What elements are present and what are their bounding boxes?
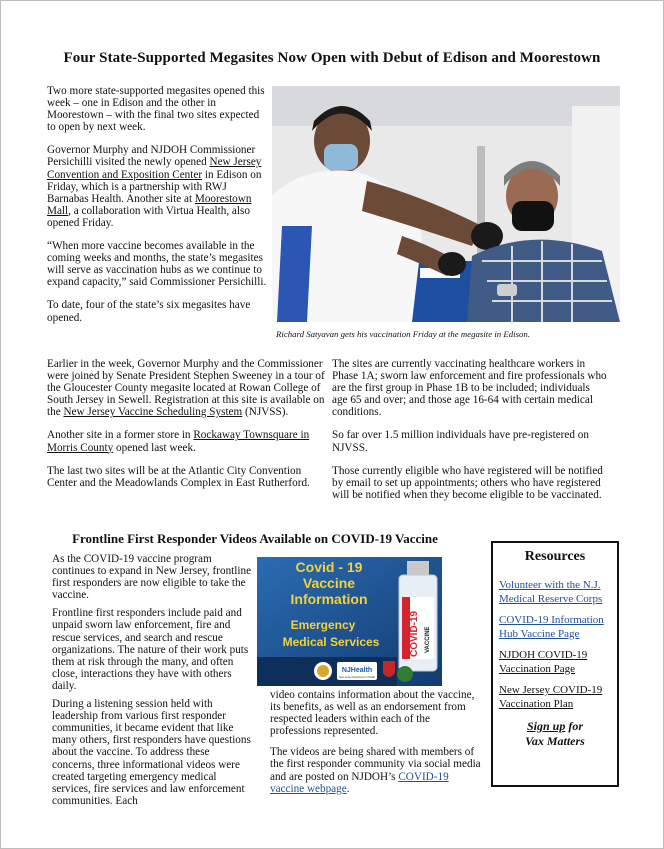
article1-paragraph-7: The last two sites will be at the Atlantic City Convention Center and the Meadowlands Complex in East Rutherford.	[47, 464, 310, 489]
text-span: Another site in a former store in	[47, 429, 194, 442]
resource-link-vaccination-plan[interactable]: New Jersey COVID-19 Vaccination Plan	[499, 684, 603, 710]
graphic-line-3: Information	[290, 591, 368, 607]
link-covid-vaccine-webpage[interactable]: COVID-19 vaccine webpage	[270, 770, 449, 795]
graphic-line-1: Covid - 19	[295, 559, 363, 575]
text-span: .	[346, 782, 350, 795]
text-span: in Edison on Friday, which is a partnership with RWJ Barnabas Health. Another site at	[47, 168, 262, 205]
article1-right-paragraph-3: Those currently eligible who have registered will be notified by email to set up appointments; others who have registered will be notified when they become eligible to be vaccinated.	[332, 464, 603, 501]
article1-paragraph-4: To date, four of the state’s six megasites have opened.	[47, 299, 251, 324]
resources-title: Resources	[524, 549, 586, 564]
article1-lower-left	[47, 358, 325, 489]
photo-caption: Richard Satyavan gets his vaccination Friday at the megasite in Edison.	[276, 329, 531, 339]
covid-vaccine-info-graphic	[257, 557, 442, 686]
article1-right-paragraph-1: The sites are currently vaccinating healthcare workers in Phase 1A; sworn law enforcement and fire professionals who are the first group in Phase 1B to be included; individuals age 65 and over; and those age 16-64 with certain medical conditions.	[332, 358, 607, 419]
text-span: opened last week.	[113, 441, 196, 454]
vaccination-photo	[272, 86, 620, 322]
resource-link-info-hub[interactable]: COVID-19 Information Hub Vaccine Page	[499, 614, 604, 640]
signup-link[interactable]: Sign up	[526, 719, 566, 733]
article1-lower-right	[332, 358, 608, 501]
headline: Four State-Supported Megasites Now Open with Debut of Edison and Moorestown	[63, 50, 601, 66]
text-span: Governor Murphy and NJDOH Commissioner Persichilli visited the newly opened	[47, 144, 256, 169]
article1-paragraph-6	[47, 429, 325, 453]
vial-sublabel: VACCINE	[425, 626, 431, 653]
article1-paragraph-1: Two more state-supported megasites opened this week – one in Edison and the other in Moorestown – with the final two sites expected to open by next week.	[47, 85, 265, 134]
headline-2: Frontline First Responder Videos Available on COVID-19 Vaccine	[72, 531, 438, 546]
article1-paragraph-2	[47, 144, 269, 229]
link-nj-convention-center[interactable]: New Jersey Convention and Exposition Center	[47, 156, 262, 181]
link-njvss[interactable]: New Jersey Vaccine Scheduling System	[63, 406, 243, 419]
shield-icon	[383, 661, 395, 677]
resources-box	[491, 541, 619, 787]
article1-paragraph-5	[47, 358, 325, 418]
njhealth-logo-text: NJHealth	[341, 667, 373, 674]
article1-right-paragraph-2: So far over 1.5 million individuals have pre-registered on NJVSS.	[332, 429, 589, 454]
text-span: , a collaboration with Virtua Health, also opened Friday.	[47, 204, 250, 229]
resource-link-medical-reserve-corps[interactable]: Volunteer with the N.J. Medical Reserve Corps	[499, 579, 603, 605]
signup-line-2: Vax Matters	[525, 734, 585, 748]
graphic-line-5: Medical Services	[282, 635, 380, 649]
article2-paragraph-2: Frontline first responders include paid and unpaid sworn law enforcement, fire and rescue services, and search and rescue organizations. The nature of their work puts them at risk through the many, and often close, interactions they have with others daily.	[52, 607, 249, 692]
panel	[493, 565, 617, 579]
article2-paragraph-3: During a listening session held with leadership from various first responder communities, it became evident that like many others, first responders have questions about the vaccine. To address these concerns, three informational videos were created targeting emergency medical services, fire services and law enforcement communities. Each	[52, 698, 251, 807]
vaccination-photo-illustration	[272, 86, 620, 322]
graphic-line-2: Vaccine	[302, 575, 356, 591]
badge-icon	[397, 666, 413, 682]
vial-label: COVID-19	[409, 610, 420, 657]
resource-link-njdoh-vaccination-page[interactable]: NJDOH COVID-19 Vaccination Page	[499, 649, 588, 675]
link-moorestown-mall[interactable]: Moorestown Mall	[47, 192, 252, 217]
vaccine-graphic-illustration	[257, 557, 442, 686]
text-span: The videos are being shared with members of the first responder community via social media and are posted on NJDOH’s	[270, 746, 481, 783]
text-span: for	[565, 719, 584, 733]
text-span: Earlier in the week, Governor Murphy and the Commissioner were joined by Senate President Stephen Sweeney in a tour of the Gloucester County megasite located at Rowan College of South Jersey in Sewell. Registration at this site is available on the	[47, 358, 325, 419]
article2-paragraph-5	[270, 746, 482, 794]
link-rockaway-townsquare[interactable]: Rockaway Townsquare in Morris County	[47, 429, 310, 454]
text-span: (NJVSS).	[242, 406, 289, 419]
article2-paragraph-4: video contains information about the vaccine, its benefits, as well as an endorsement from respected leaders within each of the professions represented.	[270, 689, 475, 738]
article1-quote: “When more vaccine becomes available in the coming weeks and months, the state’s megasites will serve as vaccination hubs as we continue to expand capacity,” said Commissioner Persichilli.	[47, 240, 267, 289]
njhealth-logo-subtext: New Jersey Department of Health	[339, 676, 375, 679]
signup-promo	[493, 719, 617, 749]
graphic-line-4: Emergency	[290, 618, 356, 632]
article2-left-column	[52, 553, 254, 807]
article2-right-column	[270, 689, 482, 795]
article1-left-column	[47, 85, 269, 324]
article2-paragraph-1: As the COVID-19 vaccine program continues to expand in New Jersey, frontline first responders are now eligible to take the vaccine.	[52, 553, 252, 602]
